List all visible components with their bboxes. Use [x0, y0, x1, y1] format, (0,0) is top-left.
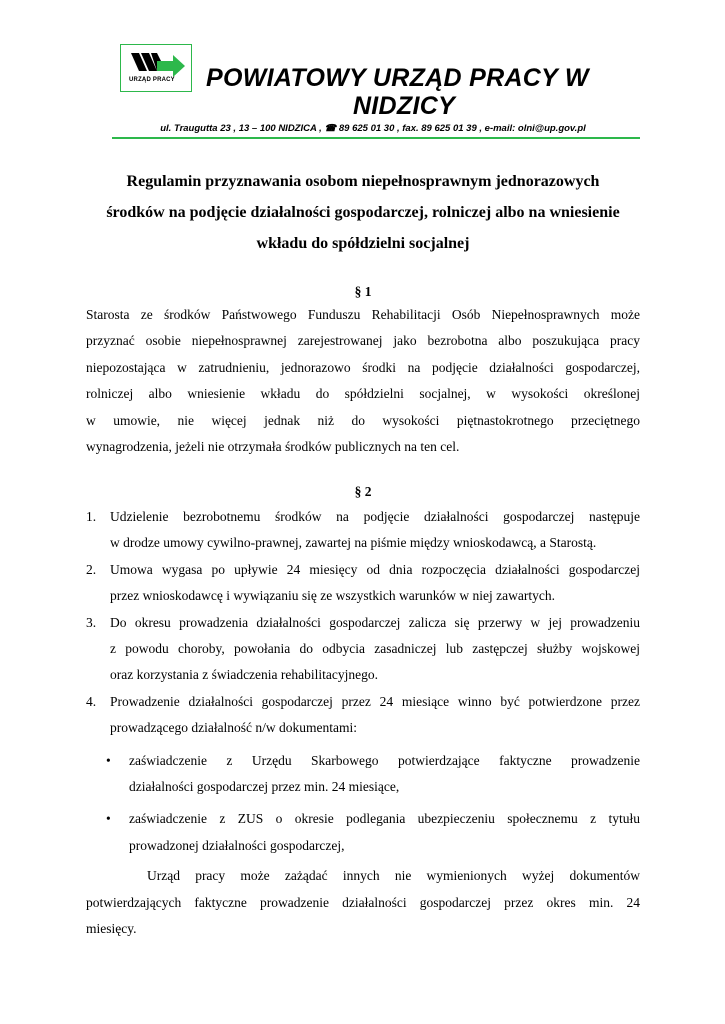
contact-address: ul. Traugutta 23 , 13 – 100 NIDZICA , ☎ 89 625 01 30 , fax. 89 625 01 39 , e-mail: olni@up.gov.pl: [160, 123, 586, 134]
closing-paragraph: [86, 863, 640, 942]
list-item: [86, 504, 640, 557]
text-line: oraz korzystania z świadczenia rehabilitacyjnego.: [110, 667, 378, 683]
title-line: środków na podjęcie działalności gospodarczej, rolniczej albo na wniesienie: [106, 204, 620, 221]
list-item-number: 4.: [86, 693, 97, 709]
organization-name-line1: POWIATOWY URZĄD PRACY W: [206, 64, 589, 92]
text-line: przyznać osobie niepełnosprawnej zarejestrowanej jako bezrobotna albo poszukująca pracy: [86, 333, 640, 349]
text-line: Starosta ze środków Państwowego Funduszu Rehabilitacji Osób Niepełnosprawnych może: [86, 307, 640, 322]
list-item: [86, 689, 640, 742]
text-line: z powodu choroby, powołania do odbycia zasadniczej lub zastępczej służby wojskowej: [110, 641, 640, 657]
text-line: Umowa wygasa po upływie 24 miesięcy od dnia rozpoczęcia działalności gospodarczej: [110, 561, 640, 577]
list-item: [86, 610, 640, 689]
text-line: miesięcy.: [86, 921, 137, 937]
text-line: prowadzonej działalności gospodarczej,: [129, 837, 345, 853]
bullet-icon: •: [106, 752, 111, 768]
section-2-heading: § 2: [354, 484, 372, 499]
logo-caption: URZĄD PRACY: [129, 77, 175, 83]
text-line: potwierdzających faktyczne prowadzenie działalności gospodarczej przez okres min. 24: [86, 894, 640, 910]
text-line: działalności gospodarczej przez min. 24 miesiące,: [129, 779, 400, 795]
section-2-list: [86, 504, 640, 943]
header-divider: [112, 137, 640, 139]
text-line: w umowie, nie więcej jednak niż do wysokości piętnastokrotnego przeciętnego: [86, 412, 640, 428]
bullet-item: [86, 806, 640, 859]
bullet-icon: •: [106, 811, 111, 827]
list-item-number: 3.: [86, 614, 97, 630]
list-item-number: 1.: [86, 509, 97, 524]
section-1-heading: § 1: [354, 284, 372, 299]
document-title: [86, 166, 640, 259]
text-line: zaświadczenie z Urzędu Skarbowego potwierdzające faktyczne prowadzenie: [129, 752, 640, 768]
text-line: przez wnioskodawcę i wywiązaniu się ze wszystkich warunków w niej zawartych.: [110, 588, 555, 604]
bullet-item: [86, 748, 640, 801]
text-line: niepozostająca w zatrudnieniu, jednorazowo środki na podjęcie działalności gospodarczej,: [86, 359, 640, 375]
section-1-text: [86, 302, 640, 460]
text-line: zaświadczenie z ZUS o okresie podlegania ubezpieczeniu społecznemu z tytułu: [129, 811, 640, 827]
title-line: wkładu do spółdzielni socjalnej: [256, 235, 470, 252]
text-line: prowadzącego działalność n/w dokumentami:: [110, 720, 358, 736]
text-line: Do okresu prowadzenia działalności gospodarczej zalicza się przerwy w jej prowadzeniu: [110, 614, 640, 630]
list-item: [86, 557, 640, 610]
list-item-number: 2.: [86, 561, 97, 577]
text-line: Udzielenie bezrobotnemu środków na podjęcie działalności gospodarczej następuje: [110, 509, 640, 524]
title-line: Regulamin przyznawania osobom niepełnosprawnym jednorazowych: [126, 173, 600, 190]
text-line: Urząd pracy może zażądać innych nie wymienionych wyżej dokumentów: [86, 868, 640, 884]
text-line: rolniczej albo wniesienie wkładu do spółdzielni socjalnej, w wysokości określonej: [86, 386, 640, 402]
organization-name: [110, 64, 630, 120]
text-line: w drodze umowy cywilno-prawnej, zawartej na piśmie między wnioskodawcą, a Starostą.: [110, 535, 597, 551]
text-line: Prowadzenie działalności gospodarczej przez 24 miesiące winno być potwierdzone przez: [110, 693, 640, 709]
organization-name-line2: NIDZICY: [352, 92, 456, 120]
text-line: wynagrodzenia, jeżeli nie otrzymała środków publicznych na ten cel.: [86, 439, 460, 455]
